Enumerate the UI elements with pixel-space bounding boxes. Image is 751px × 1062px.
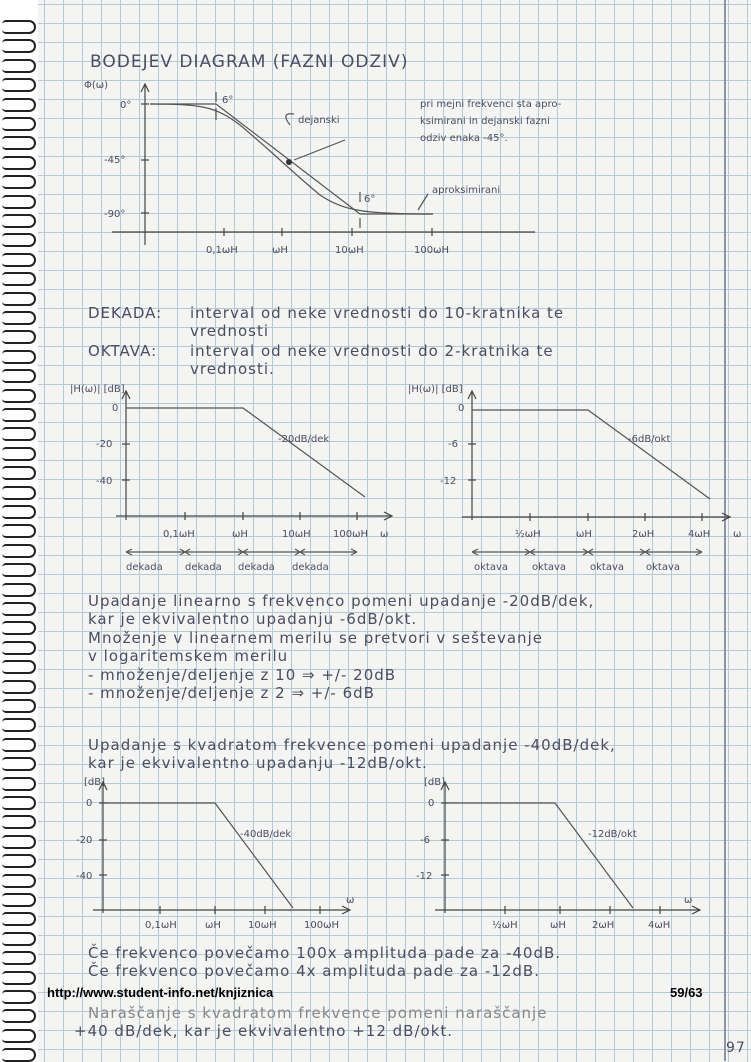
approximated-curve bbox=[150, 104, 433, 214]
x-tick: ωH bbox=[232, 529, 248, 540]
actual-curve bbox=[150, 104, 433, 214]
x-tick: 100ωH bbox=[333, 529, 368, 540]
x-tick: 0,1ωH bbox=[145, 920, 177, 931]
y-tick: -20 bbox=[96, 439, 113, 450]
spiral-ring bbox=[2, 1029, 36, 1043]
page-number: 97 bbox=[726, 1040, 746, 1056]
x-tick: 100ωH bbox=[414, 245, 449, 256]
magnitude-curve bbox=[472, 410, 710, 499]
interval-label: oktava bbox=[646, 562, 681, 573]
interval-label: oktava bbox=[474, 562, 509, 573]
x-tick: 100ωH bbox=[304, 920, 339, 931]
spiral-ring bbox=[2, 738, 36, 752]
dekada-term: DEKADA: bbox=[88, 304, 163, 322]
note-line: Množenje v linearnem merilu se pretvori v seštevanje bbox=[88, 629, 543, 647]
pointer-arrow bbox=[294, 140, 345, 160]
slope-label: -40dB/dek bbox=[240, 829, 292, 840]
spiral-ring bbox=[2, 1009, 36, 1023]
note-line: - množenje/deljenje z 2 ⇒ +/- 6dB bbox=[88, 684, 375, 702]
x-label: ω bbox=[380, 529, 389, 540]
crossover-point bbox=[286, 159, 292, 165]
x-tick: 10ωH bbox=[282, 529, 311, 540]
interval-label: oktava bbox=[532, 562, 567, 573]
y-label: |H(ω)| [dB] bbox=[70, 384, 125, 395]
y-label: |H(ω)| [dB] bbox=[408, 384, 463, 395]
x-label: ω bbox=[684, 895, 693, 906]
note-line: Upadanje linearno s frekvenco pomeni upadanje -20dB/dek, bbox=[88, 592, 595, 610]
dekada-text: vrednosti bbox=[190, 322, 270, 340]
x-tick: 4ωH bbox=[648, 920, 671, 931]
interval-label: dekada bbox=[238, 562, 275, 573]
spiral-ring bbox=[2, 641, 36, 655]
x-tick: 10ωH bbox=[335, 245, 364, 256]
oktava-text: vrednosti. bbox=[190, 360, 275, 378]
note-line: pri mejni frekvenci sta apro- bbox=[420, 99, 562, 110]
y-tick: -6 bbox=[420, 835, 430, 846]
note-line: kar je ekvivalentno upadanju -6dB/okt. bbox=[88, 610, 418, 628]
note-line: kar je ekvivalentno upadanju -12dB/okt. bbox=[88, 754, 428, 772]
y-tick: -12 bbox=[416, 871, 433, 882]
octave-chart-2 bbox=[0, 775, 740, 945]
y-tick: 0 bbox=[458, 403, 465, 414]
x-label: ω bbox=[733, 529, 742, 540]
spiral-ring bbox=[2, 350, 36, 364]
y-tick: -20 bbox=[76, 835, 93, 846]
spiral-ring bbox=[2, 330, 36, 344]
x-tick: 2ωH bbox=[632, 529, 655, 540]
slope-label: -12dB/okt bbox=[588, 829, 637, 840]
y-tick: -6 bbox=[448, 439, 458, 450]
label-approx: aproksimirani bbox=[432, 185, 501, 196]
note-line: Če frekvenco povečamo 4x amplituda pade za -12dB. bbox=[88, 962, 540, 980]
y-tick: 0 bbox=[86, 798, 93, 809]
oktava-term: OKTAVA: bbox=[88, 342, 158, 360]
magnitude-curve bbox=[445, 803, 633, 908]
interval-label: dekada bbox=[185, 562, 222, 573]
interval-label: dekada bbox=[126, 562, 163, 573]
slope-label: -6dB/okt bbox=[628, 434, 671, 445]
note-line: +40 dB/dek, kar je ekvivalentno +12 dB/okt. bbox=[74, 1022, 454, 1040]
x-tick: 4ωH bbox=[688, 529, 711, 540]
dekada-text: interval od neke vrednosti do 10-kratnika te bbox=[190, 304, 565, 322]
interval-arrows bbox=[472, 549, 702, 555]
y-tick: 0 bbox=[428, 798, 435, 809]
y-tick-45: -45° bbox=[104, 155, 126, 166]
y-label: [dB] bbox=[84, 777, 106, 788]
spiral-ring bbox=[2, 583, 36, 597]
y-tick: 0 bbox=[112, 403, 119, 414]
x-tick: 10ωH bbox=[248, 920, 277, 931]
x-tick: ωH bbox=[576, 529, 592, 540]
y-label: Φ(ω) bbox=[84, 80, 109, 91]
note-line: ksimirani in dejanski fazni bbox=[420, 116, 550, 127]
x-tick: 2ωH bbox=[592, 920, 615, 931]
source-url[interactable]: http://www.student-info.net/knjiznica bbox=[47, 985, 274, 1000]
interval-label: dekada bbox=[292, 562, 329, 573]
slope-label: -20dB/dek bbox=[278, 434, 330, 445]
x-tick: ωH bbox=[550, 920, 566, 931]
x-tick: ωH bbox=[272, 245, 288, 256]
phase-chart bbox=[0, 0, 751, 300]
y-tick: -12 bbox=[440, 476, 457, 487]
deviation-top: 6° bbox=[222, 95, 234, 106]
spiral-ring bbox=[2, 621, 36, 635]
spiral-ring bbox=[2, 602, 36, 616]
page-count: 59/63 bbox=[670, 985, 703, 1000]
spiral-ring bbox=[2, 951, 36, 965]
note-line: Upadanje s kvadratom frekvence pomeni upadanje -40dB/dek, bbox=[88, 736, 616, 754]
y-label: [dB] bbox=[424, 777, 446, 788]
x-tick: ωH bbox=[205, 920, 221, 931]
x-tick: ½ωH bbox=[515, 529, 541, 540]
spiral-ring bbox=[2, 718, 36, 732]
interval-label: oktava bbox=[590, 562, 625, 573]
x-tick: 0,1ωH bbox=[163, 529, 195, 540]
spiral-ring bbox=[2, 990, 36, 1004]
note-line: odziv enaka -45°. bbox=[420, 133, 508, 144]
x-tick: ½ωH bbox=[492, 920, 518, 931]
spiral-ring bbox=[2, 757, 36, 771]
spiral-ring bbox=[2, 1048, 36, 1062]
spiral-ring bbox=[2, 660, 36, 674]
octave-chart bbox=[0, 380, 740, 580]
x-label: ω bbox=[346, 895, 355, 906]
note-line: Če frekvenco povečamo 100x amplituda pade za -40dB. bbox=[88, 944, 562, 962]
note-line: Naraščanje s kvadratom frekvence pomeni naraščanje bbox=[88, 1004, 548, 1022]
y-tick-90: -90° bbox=[104, 209, 126, 220]
spiral-ring bbox=[2, 311, 36, 325]
note-line: - množenje/deljenje z 10 ⇒ +/- 20dB bbox=[88, 666, 397, 684]
note-line: v logaritemskem merilu bbox=[88, 647, 289, 665]
spiral-ring bbox=[2, 971, 36, 985]
y-tick: -40 bbox=[96, 476, 113, 487]
y-tick-0: 0° bbox=[120, 100, 132, 111]
spiral-ring bbox=[2, 699, 36, 713]
label-actual: dejanski bbox=[298, 115, 340, 126]
y-tick: -40 bbox=[76, 871, 93, 882]
oktava-text: interval od neke vrednosti do 2-kratnika te bbox=[190, 342, 554, 360]
page-title: BODEJEV DIAGRAM (FAZNI ODZIV) bbox=[90, 52, 409, 72]
x-tick: 0,1ωH bbox=[206, 245, 238, 256]
spiral-ring bbox=[2, 680, 36, 694]
deviation-bottom: 6° bbox=[364, 194, 376, 205]
